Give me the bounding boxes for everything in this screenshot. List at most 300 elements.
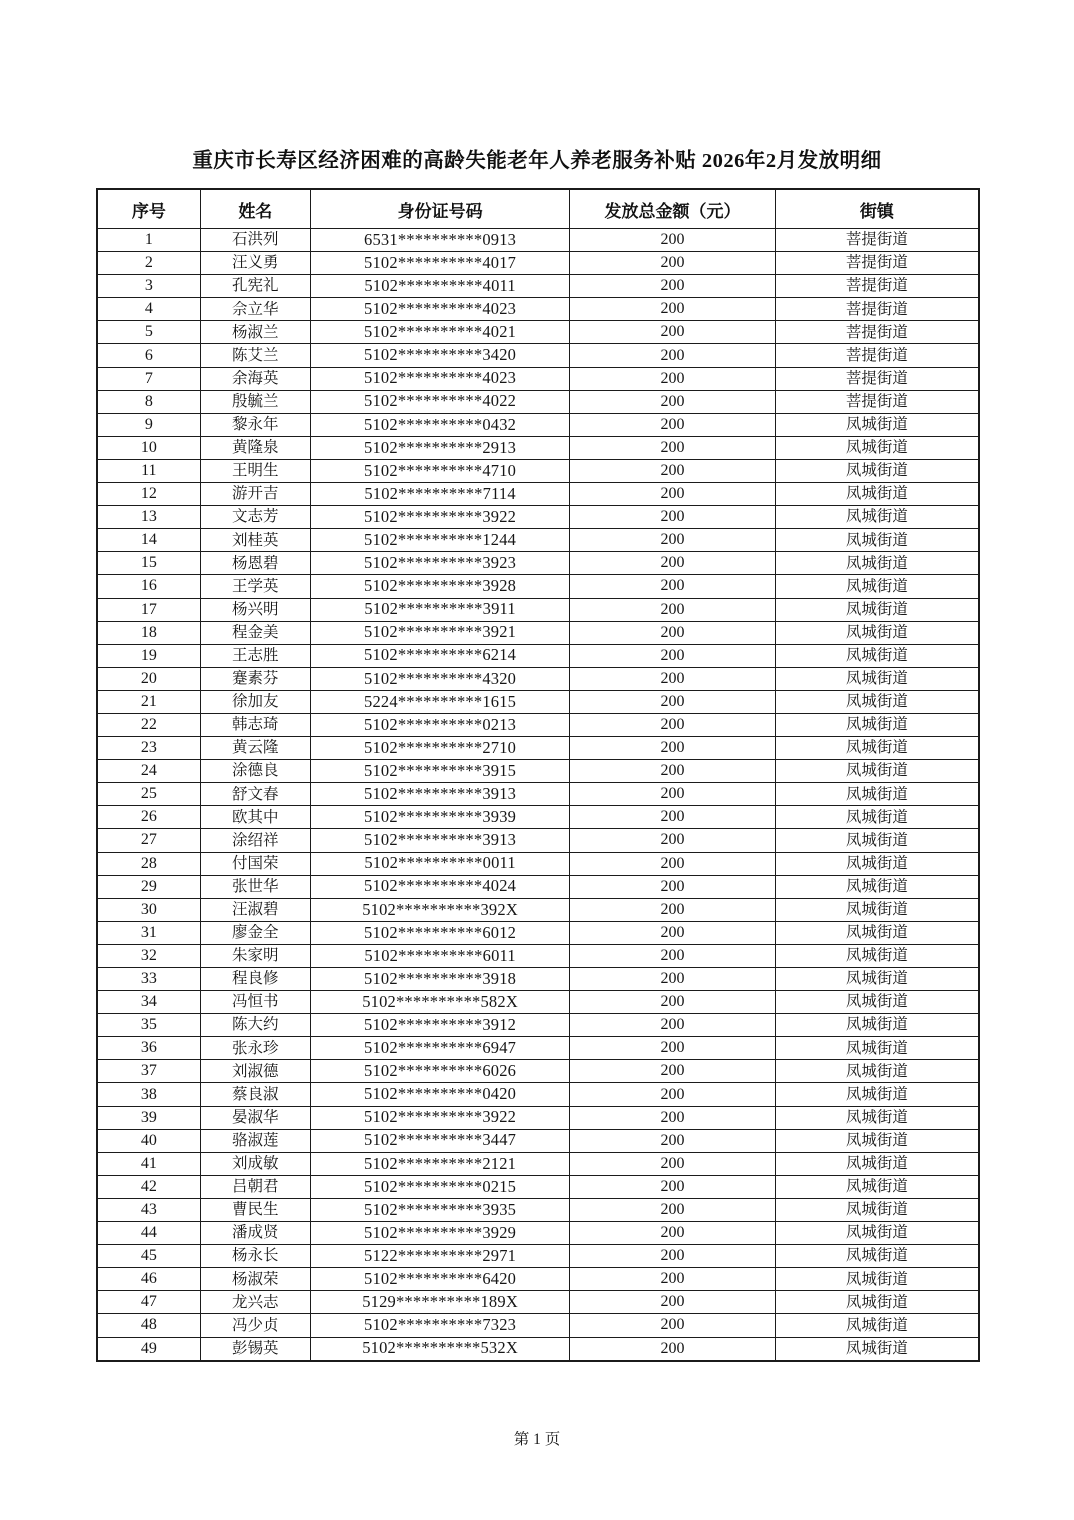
cell-town: 凤城街道 bbox=[775, 690, 979, 713]
cell-name: 张永珍 bbox=[200, 1037, 310, 1060]
cell-amount: 200 bbox=[570, 390, 776, 413]
cell-id-number: 5102**********6214 bbox=[310, 644, 569, 667]
cell-id-number: 5102**********4017 bbox=[310, 252, 569, 275]
table-row bbox=[97, 1222, 979, 1245]
table-row bbox=[97, 1198, 979, 1221]
table-row bbox=[97, 275, 979, 298]
table-row bbox=[97, 737, 979, 760]
cell-amount: 200 bbox=[570, 898, 776, 921]
cell-index: 41 bbox=[97, 1152, 200, 1175]
cell-index: 3 bbox=[97, 275, 200, 298]
cell-name: 曹民生 bbox=[200, 1198, 310, 1221]
cell-amount: 200 bbox=[570, 991, 776, 1014]
cell-index: 29 bbox=[97, 875, 200, 898]
cell-name: 付国荣 bbox=[200, 852, 310, 875]
cell-id-number: 5102**********7323 bbox=[310, 1314, 569, 1337]
col-header-amount: 发放总金额（元） bbox=[570, 189, 776, 229]
cell-name: 孔宪礼 bbox=[200, 275, 310, 298]
cell-town: 凤城街道 bbox=[775, 737, 979, 760]
cell-id-number: 5102**********3935 bbox=[310, 1198, 569, 1221]
cell-town: 凤城街道 bbox=[775, 1175, 979, 1198]
cell-id-number: 5102**********6026 bbox=[310, 1060, 569, 1083]
cell-id-number: 5102**********3911 bbox=[310, 598, 569, 621]
cell-name: 程金美 bbox=[200, 621, 310, 644]
cell-amount: 200 bbox=[570, 367, 776, 390]
cell-index: 44 bbox=[97, 1222, 200, 1245]
cell-index: 18 bbox=[97, 621, 200, 644]
table-row bbox=[97, 944, 979, 967]
cell-amount: 200 bbox=[570, 667, 776, 690]
cell-id-number: 5102**********4023 bbox=[310, 298, 569, 321]
cell-index: 8 bbox=[97, 390, 200, 413]
cell-amount: 200 bbox=[570, 321, 776, 344]
cell-id-number: 5102**********4710 bbox=[310, 459, 569, 482]
cell-town: 凤城街道 bbox=[775, 898, 979, 921]
table-row bbox=[97, 1152, 979, 1175]
cell-town: 凤城街道 bbox=[775, 921, 979, 944]
cell-amount: 200 bbox=[570, 1106, 776, 1129]
cell-index: 47 bbox=[97, 1291, 200, 1314]
cell-town: 凤城街道 bbox=[775, 1222, 979, 1245]
table-body bbox=[97, 229, 979, 1361]
cell-index: 38 bbox=[97, 1083, 200, 1106]
cell-town: 凤城街道 bbox=[775, 968, 979, 991]
table-row bbox=[97, 1060, 979, 1083]
cell-id-number: 5102**********3447 bbox=[310, 1129, 569, 1152]
cell-index: 6 bbox=[97, 344, 200, 367]
table-row bbox=[97, 1037, 979, 1060]
cell-town: 凤城街道 bbox=[775, 1129, 979, 1152]
cell-index: 20 bbox=[97, 667, 200, 690]
cell-index: 42 bbox=[97, 1175, 200, 1198]
cell-id-number: 5224**********1615 bbox=[310, 690, 569, 713]
cell-id-number: 5122**********2971 bbox=[310, 1245, 569, 1268]
cell-amount: 200 bbox=[570, 968, 776, 991]
cell-amount: 200 bbox=[570, 644, 776, 667]
cell-amount: 200 bbox=[570, 298, 776, 321]
cell-id-number: 5102**********2121 bbox=[310, 1152, 569, 1175]
cell-name: 陈大约 bbox=[200, 1014, 310, 1037]
cell-name: 徐加友 bbox=[200, 690, 310, 713]
table-row bbox=[97, 459, 979, 482]
cell-name: 石洪列 bbox=[200, 229, 310, 252]
cell-amount: 200 bbox=[570, 621, 776, 644]
cell-amount: 200 bbox=[570, 529, 776, 552]
table-row bbox=[97, 829, 979, 852]
cell-name: 涂德良 bbox=[200, 760, 310, 783]
table-row bbox=[97, 1268, 979, 1291]
cell-town: 凤城街道 bbox=[775, 760, 979, 783]
cell-town: 菩提街道 bbox=[775, 367, 979, 390]
cell-amount: 200 bbox=[570, 1129, 776, 1152]
cell-town: 凤城街道 bbox=[775, 552, 979, 575]
cell-town: 凤城街道 bbox=[775, 1337, 979, 1361]
cell-id-number: 5129**********189X bbox=[310, 1291, 569, 1314]
cell-index: 28 bbox=[97, 852, 200, 875]
cell-id-number: 5102**********0215 bbox=[310, 1175, 569, 1198]
table-row bbox=[97, 1083, 979, 1106]
cell-amount: 200 bbox=[570, 1198, 776, 1221]
cell-index: 46 bbox=[97, 1268, 200, 1291]
cell-index: 4 bbox=[97, 298, 200, 321]
cell-name: 汪淑碧 bbox=[200, 898, 310, 921]
cell-id-number: 5102**********4023 bbox=[310, 367, 569, 390]
cell-name: 彭锡英 bbox=[200, 1337, 310, 1361]
cell-index: 48 bbox=[97, 1314, 200, 1337]
cell-id-number: 5102**********3420 bbox=[310, 344, 569, 367]
cell-index: 23 bbox=[97, 737, 200, 760]
cell-name: 潘成贤 bbox=[200, 1222, 310, 1245]
table-row bbox=[97, 390, 979, 413]
cell-name: 殷毓兰 bbox=[200, 390, 310, 413]
cell-amount: 200 bbox=[570, 921, 776, 944]
cell-amount: 200 bbox=[570, 1175, 776, 1198]
cell-town: 凤城街道 bbox=[775, 875, 979, 898]
page-number: 第 1 页 bbox=[513, 1431, 561, 1448]
cell-id-number: 5102**********582X bbox=[310, 991, 569, 1014]
table-row bbox=[97, 1175, 979, 1198]
cell-town: 凤城街道 bbox=[775, 991, 979, 1014]
col-header-id-number: 身份证号码 bbox=[310, 189, 569, 229]
cell-town: 凤城街道 bbox=[775, 1060, 979, 1083]
cell-amount: 200 bbox=[570, 252, 776, 275]
cell-amount: 200 bbox=[570, 1152, 776, 1175]
cell-id-number: 5102**********6947 bbox=[310, 1037, 569, 1060]
cell-name: 廖金全 bbox=[200, 921, 310, 944]
cell-name: 文志芳 bbox=[200, 506, 310, 529]
cell-id-number: 5102**********4320 bbox=[310, 667, 569, 690]
cell-town: 凤城街道 bbox=[775, 506, 979, 529]
cell-id-number: 5102**********3922 bbox=[310, 1106, 569, 1129]
table-row bbox=[97, 252, 979, 275]
cell-amount: 200 bbox=[570, 1222, 776, 1245]
cell-name: 杨兴明 bbox=[200, 598, 310, 621]
cell-town: 菩提街道 bbox=[775, 229, 979, 252]
cell-index: 14 bbox=[97, 529, 200, 552]
cell-name: 杨恩碧 bbox=[200, 552, 310, 575]
table-row bbox=[97, 1245, 979, 1268]
cell-id-number: 5102**********7114 bbox=[310, 483, 569, 506]
cell-name: 朱家明 bbox=[200, 944, 310, 967]
cell-name: 杨永长 bbox=[200, 1245, 310, 1268]
cell-town: 凤城街道 bbox=[775, 1037, 979, 1060]
cell-amount: 200 bbox=[570, 506, 776, 529]
cell-index: 40 bbox=[97, 1129, 200, 1152]
cell-index: 13 bbox=[97, 506, 200, 529]
cell-amount: 200 bbox=[570, 344, 776, 367]
cell-id-number: 5102**********4022 bbox=[310, 390, 569, 413]
cell-index: 33 bbox=[97, 968, 200, 991]
cell-amount: 200 bbox=[570, 875, 776, 898]
cell-id-number: 5102**********3918 bbox=[310, 968, 569, 991]
cell-id-number: 5102**********3912 bbox=[310, 1014, 569, 1037]
cell-id-number: 5102**********4011 bbox=[310, 275, 569, 298]
cell-name: 刘桂英 bbox=[200, 529, 310, 552]
cell-index: 1 bbox=[97, 229, 200, 252]
cell-index: 2 bbox=[97, 252, 200, 275]
cell-name: 刘淑德 bbox=[200, 1060, 310, 1083]
table-row bbox=[97, 298, 979, 321]
table-row bbox=[97, 598, 979, 621]
cell-id-number: 5102**********3922 bbox=[310, 506, 569, 529]
cell-id-number: 5102**********0420 bbox=[310, 1083, 569, 1106]
table-row bbox=[97, 991, 979, 1014]
cell-name: 刘成敏 bbox=[200, 1152, 310, 1175]
cell-amount: 200 bbox=[570, 275, 776, 298]
cell-id-number: 5102**********3928 bbox=[310, 575, 569, 598]
table-row bbox=[97, 436, 979, 459]
cell-name: 张世华 bbox=[200, 875, 310, 898]
cell-town: 凤城街道 bbox=[775, 1198, 979, 1221]
cell-index: 43 bbox=[97, 1198, 200, 1221]
cell-town: 凤城街道 bbox=[775, 852, 979, 875]
cell-name: 晏淑华 bbox=[200, 1106, 310, 1129]
table-row bbox=[97, 783, 979, 806]
cell-name: 王明生 bbox=[200, 459, 310, 482]
table-row bbox=[97, 1314, 979, 1337]
cell-amount: 200 bbox=[570, 1037, 776, 1060]
cell-town: 凤城街道 bbox=[775, 529, 979, 552]
table-row bbox=[97, 1291, 979, 1314]
cell-id-number: 5102**********4024 bbox=[310, 875, 569, 898]
cell-index: 30 bbox=[97, 898, 200, 921]
cell-id-number: 5102**********3929 bbox=[310, 1222, 569, 1245]
cell-index: 35 bbox=[97, 1014, 200, 1037]
cell-id-number: 5102**********4021 bbox=[310, 321, 569, 344]
cell-amount: 200 bbox=[570, 483, 776, 506]
cell-id-number: 5102**********6011 bbox=[310, 944, 569, 967]
cell-town: 凤城街道 bbox=[775, 1314, 979, 1337]
table-row bbox=[97, 968, 979, 991]
cell-index: 49 bbox=[97, 1337, 200, 1361]
cell-amount: 200 bbox=[570, 598, 776, 621]
cell-index: 16 bbox=[97, 575, 200, 598]
cell-name: 黎永年 bbox=[200, 413, 310, 436]
cell-index: 5 bbox=[97, 321, 200, 344]
cell-amount: 200 bbox=[570, 1291, 776, 1314]
cell-town: 凤城街道 bbox=[775, 436, 979, 459]
cell-id-number: 5102**********392X bbox=[310, 898, 569, 921]
cell-id-number: 5102**********2710 bbox=[310, 737, 569, 760]
table-row bbox=[97, 575, 979, 598]
cell-index: 15 bbox=[97, 552, 200, 575]
cell-town: 凤城街道 bbox=[775, 1268, 979, 1291]
cell-index: 26 bbox=[97, 806, 200, 829]
cell-amount: 200 bbox=[570, 1314, 776, 1337]
table-row bbox=[97, 1014, 979, 1037]
cell-index: 45 bbox=[97, 1245, 200, 1268]
cell-index: 10 bbox=[97, 436, 200, 459]
table-row bbox=[97, 644, 979, 667]
cell-index: 21 bbox=[97, 690, 200, 713]
cell-town: 菩提街道 bbox=[775, 321, 979, 344]
cell-town: 凤城街道 bbox=[775, 1245, 979, 1268]
cell-amount: 200 bbox=[570, 713, 776, 736]
table-row bbox=[97, 529, 979, 552]
cell-amount: 200 bbox=[570, 852, 776, 875]
cell-amount: 200 bbox=[570, 829, 776, 852]
cell-amount: 200 bbox=[570, 229, 776, 252]
cell-town: 凤城街道 bbox=[775, 829, 979, 852]
cell-town: 凤城街道 bbox=[775, 575, 979, 598]
cell-index: 19 bbox=[97, 644, 200, 667]
cell-name: 蹇素芬 bbox=[200, 667, 310, 690]
cell-index: 22 bbox=[97, 713, 200, 736]
table-row bbox=[97, 1129, 979, 1152]
cell-name: 韩志琦 bbox=[200, 713, 310, 736]
cell-town: 凤城街道 bbox=[775, 459, 979, 482]
cell-amount: 200 bbox=[570, 1268, 776, 1291]
cell-id-number: 5102**********3915 bbox=[310, 760, 569, 783]
cell-town: 凤城街道 bbox=[775, 644, 979, 667]
cell-index: 39 bbox=[97, 1106, 200, 1129]
cell-town: 菩提街道 bbox=[775, 390, 979, 413]
table-row bbox=[97, 229, 979, 252]
cell-name: 蔡良淑 bbox=[200, 1083, 310, 1106]
table-row bbox=[97, 413, 979, 436]
col-header-town: 街镇 bbox=[775, 189, 979, 229]
cell-town: 菩提街道 bbox=[775, 344, 979, 367]
table-row bbox=[97, 898, 979, 921]
cell-name: 汪义勇 bbox=[200, 252, 310, 275]
header-row bbox=[97, 189, 979, 229]
subsidy-table-container bbox=[96, 188, 980, 1362]
cell-amount: 200 bbox=[570, 783, 776, 806]
cell-id-number: 5102**********3923 bbox=[310, 552, 569, 575]
cell-name: 骆淑莲 bbox=[200, 1129, 310, 1152]
cell-index: 25 bbox=[97, 783, 200, 806]
cell-name: 涂绍祥 bbox=[200, 829, 310, 852]
cell-town: 凤城街道 bbox=[775, 1014, 979, 1037]
cell-town: 菩提街道 bbox=[775, 252, 979, 275]
cell-name: 龙兴志 bbox=[200, 1291, 310, 1314]
cell-town: 凤城街道 bbox=[775, 413, 979, 436]
cell-amount: 200 bbox=[570, 413, 776, 436]
cell-index: 37 bbox=[97, 1060, 200, 1083]
cell-index: 27 bbox=[97, 829, 200, 852]
cell-id-number: 5102**********6012 bbox=[310, 921, 569, 944]
table-row bbox=[97, 483, 979, 506]
cell-town: 凤城街道 bbox=[775, 621, 979, 644]
page-title: 重庆市长寿区经济困难的高龄失能老年人养老服务补贴 2026年2月发放明细 bbox=[192, 150, 882, 172]
cell-name: 吕朝君 bbox=[200, 1175, 310, 1198]
table-row bbox=[97, 806, 979, 829]
cell-index: 24 bbox=[97, 760, 200, 783]
table-row bbox=[97, 760, 979, 783]
cell-index: 11 bbox=[97, 459, 200, 482]
cell-id-number: 5102**********0011 bbox=[310, 852, 569, 875]
cell-amount: 200 bbox=[570, 737, 776, 760]
table-row bbox=[97, 506, 979, 529]
cell-index: 36 bbox=[97, 1037, 200, 1060]
cell-town: 凤城街道 bbox=[775, 783, 979, 806]
cell-id-number: 5102**********1244 bbox=[310, 529, 569, 552]
cell-name: 黄云隆 bbox=[200, 737, 310, 760]
cell-amount: 200 bbox=[570, 575, 776, 598]
cell-name: 佘立华 bbox=[200, 298, 310, 321]
cell-amount: 200 bbox=[570, 806, 776, 829]
cell-town: 菩提街道 bbox=[775, 275, 979, 298]
cell-town: 凤城街道 bbox=[775, 667, 979, 690]
cell-town: 凤城街道 bbox=[775, 806, 979, 829]
cell-id-number: 5102**********6420 bbox=[310, 1268, 569, 1291]
cell-town: 凤城街道 bbox=[775, 1291, 979, 1314]
cell-town: 菩提街道 bbox=[775, 298, 979, 321]
cell-name: 余海英 bbox=[200, 367, 310, 390]
table-row bbox=[97, 921, 979, 944]
cell-town: 凤城街道 bbox=[775, 1106, 979, 1129]
cell-name: 程良修 bbox=[200, 968, 310, 991]
cell-name: 欧其中 bbox=[200, 806, 310, 829]
cell-town: 凤城街道 bbox=[775, 713, 979, 736]
cell-amount: 200 bbox=[570, 436, 776, 459]
table-row bbox=[97, 852, 979, 875]
cell-amount: 200 bbox=[570, 944, 776, 967]
cell-id-number: 5102**********3939 bbox=[310, 806, 569, 829]
cell-name: 王志胜 bbox=[200, 644, 310, 667]
table-row bbox=[97, 713, 979, 736]
col-header-index: 序号 bbox=[97, 189, 200, 229]
table-row bbox=[97, 690, 979, 713]
cell-amount: 200 bbox=[570, 1337, 776, 1361]
cell-town: 凤城街道 bbox=[775, 1083, 979, 1106]
cell-amount: 200 bbox=[570, 690, 776, 713]
table-row bbox=[97, 1337, 979, 1361]
cell-index: 9 bbox=[97, 413, 200, 436]
cell-name: 黄隆泉 bbox=[200, 436, 310, 459]
cell-amount: 200 bbox=[570, 1245, 776, 1268]
cell-town: 凤城街道 bbox=[775, 1152, 979, 1175]
cell-id-number: 5102**********2913 bbox=[310, 436, 569, 459]
table-row bbox=[97, 875, 979, 898]
cell-id-number: 5102**********0432 bbox=[310, 413, 569, 436]
cell-index: 32 bbox=[97, 944, 200, 967]
cell-town: 凤城街道 bbox=[775, 944, 979, 967]
cell-index: 12 bbox=[97, 483, 200, 506]
table-row bbox=[97, 1106, 979, 1129]
cell-index: 7 bbox=[97, 367, 200, 390]
cell-name: 冯少贞 bbox=[200, 1314, 310, 1337]
subsidy-table bbox=[96, 188, 980, 1362]
table-row bbox=[97, 344, 979, 367]
cell-amount: 200 bbox=[570, 459, 776, 482]
table-row bbox=[97, 321, 979, 344]
cell-id-number: 5102**********3913 bbox=[310, 783, 569, 806]
cell-amount: 200 bbox=[570, 1083, 776, 1106]
cell-index: 34 bbox=[97, 991, 200, 1014]
table-row bbox=[97, 367, 979, 390]
col-header-name: 姓名 bbox=[200, 189, 310, 229]
cell-id-number: 5102**********532X bbox=[310, 1337, 569, 1361]
cell-id-number: 6531**********0913 bbox=[310, 229, 569, 252]
cell-id-number: 5102**********3921 bbox=[310, 621, 569, 644]
cell-name: 王学英 bbox=[200, 575, 310, 598]
cell-town: 凤城街道 bbox=[775, 598, 979, 621]
cell-amount: 200 bbox=[570, 1014, 776, 1037]
cell-name: 舒文春 bbox=[200, 783, 310, 806]
cell-index: 17 bbox=[97, 598, 200, 621]
cell-id-number: 5102**********3913 bbox=[310, 829, 569, 852]
cell-name: 陈艾兰 bbox=[200, 344, 310, 367]
cell-name: 游开吉 bbox=[200, 483, 310, 506]
cell-id-number: 5102**********0213 bbox=[310, 713, 569, 736]
table-row bbox=[97, 621, 979, 644]
cell-amount: 200 bbox=[570, 552, 776, 575]
cell-name: 杨淑荣 bbox=[200, 1268, 310, 1291]
cell-amount: 200 bbox=[570, 1060, 776, 1083]
cell-amount: 200 bbox=[570, 760, 776, 783]
table-row bbox=[97, 552, 979, 575]
